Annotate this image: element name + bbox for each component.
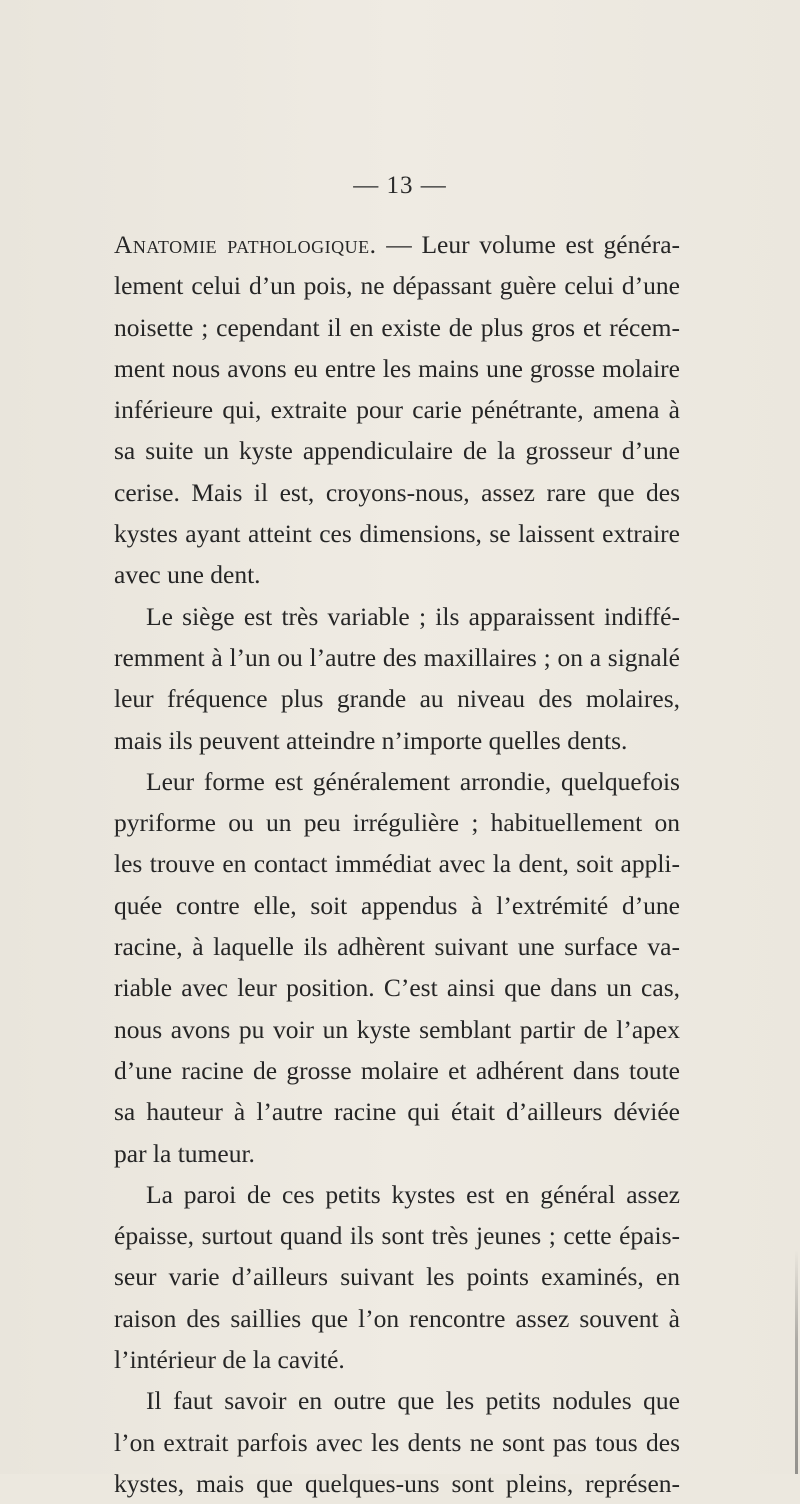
heading-continuation: — Leur volume est généra-	[376, 230, 680, 259]
text-line: inférieure qui, extraite pour carie pénétrante, amena à	[114, 395, 680, 425]
page-number: — 13 —	[353, 172, 447, 199]
text-line: Leur forme est généralement arrondie, quelquefois	[146, 766, 680, 796]
text-line: d’une racine de grosse molaire et adhérent dans toute	[114, 1055, 680, 1085]
body-text	[114, 224, 680, 1504]
text-line: nous avons pu voir un kyste semblant partir de l’apex	[114, 1014, 680, 1044]
text-line: épaisse, surtout quand ils sont très jeunes ; cette épais-	[114, 1221, 680, 1251]
text-line	[114, 224, 680, 265]
text-line: seur varie d’ailleurs suivant les points examinés, en	[114, 1262, 680, 1292]
text-line: mais ils peuvent atteindre n’importe quelles dents.	[114, 725, 628, 755]
text-line: sa suite un kyste appendiculaire de la grosseur d’une	[114, 436, 680, 466]
text-line: riable avec leur position. C’est ainsi que dans un cas,	[114, 973, 680, 1003]
text-line: avec une dent.	[114, 560, 261, 590]
text-line: l’on extrait parfois avec les dents ne sont pas tous des	[114, 1427, 680, 1457]
text-line: pyriforme ou un peu irrégulière ; habituellement on	[114, 808, 680, 838]
text-line: les trouve en contact immédiat avec la dent, soit appli-	[114, 849, 680, 879]
text-line: cerise. Mais il est, croyons-nous, assez rare que des	[114, 477, 680, 507]
text-line: l’intérieur de la cavité.	[114, 1345, 345, 1375]
text-line: raison des saillies que l’on rencontre assez souvent à	[114, 1303, 680, 1333]
page-edge-shadow	[795, 1250, 798, 1474]
text-line: remment à l’un ou l’autre des maxillaires ; on a signalé	[114, 642, 680, 672]
text-line: noisette ; cependant il en existe de plus gros et récem-	[114, 312, 680, 342]
text-line: racine, à laquelle ils adhèrent suivant une surface va-	[114, 932, 680, 962]
text-line: par la tumeur.	[114, 1138, 255, 1168]
text-line: kystes, mais que quelques-uns sont pleins, représen-	[114, 1468, 680, 1498]
text-line: Le siège est très variable ; ils apparaissent indiffé-	[146, 601, 680, 631]
text-line: ment nous avons eu entre les mains une grosse molaire	[114, 353, 680, 383]
text-line: quée contre elle, soit appendus à l’extrémité d’une	[114, 890, 680, 920]
section-heading: Anatomie pathologique.	[114, 230, 377, 259]
text-line: leur fréquence plus grande au niveau des molaires,	[114, 684, 680, 714]
text-line: sa hauteur à l’autre racine qui était d’ailleurs déviée	[114, 1097, 680, 1127]
text-line: lement celui d’un pois, ne dépassant guère celui d’une	[114, 271, 680, 301]
text-line: Il faut savoir en outre que les petits nodules que	[146, 1386, 680, 1416]
text-line: kystes ayant atteint ces dimensions, se laissent extraire	[114, 519, 680, 549]
text-line: La paroi de ces petits kystes est en général assez	[146, 1179, 680, 1209]
